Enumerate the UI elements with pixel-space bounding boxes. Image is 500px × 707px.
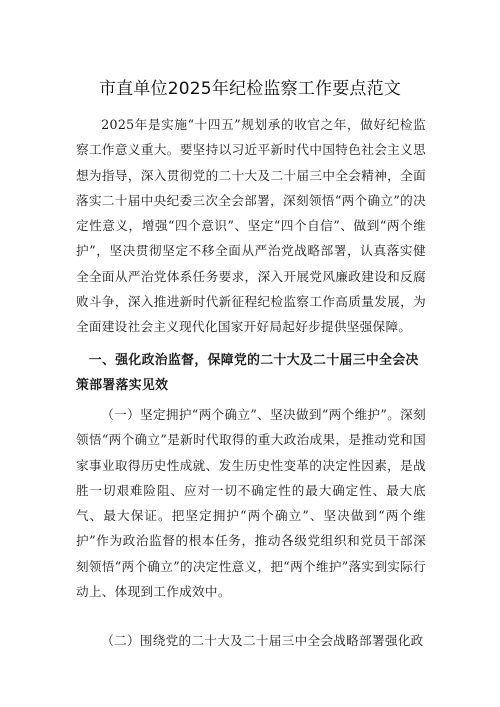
section-heading: 一、强化政治监督，保障党的二十大及二十届三中全会决策部署落实见效 (76, 353, 419, 394)
intro-paragraph: 2025年是实施“十四五”规划承的收官之年，做好纪检监察工作意义重大。要坚持以习近平新时代中国特色社会主义思想为指导，深入贯彻党的二十大及二十届三中全会精神，全面落实二十届中央纪委三次全会部署，深刻领悟“两个确立”的决定性意义，增强“四个意识”、坚定“四个自信”、做到“两个维护”，坚决贯彻坚定不移全面从严治党战略部署，认真落实健全全面从严治党体系任务要求，深入开展党风廉政建设和反腐败斗争，深入推进新时代新征程纪检监察工作高质量发展，为全面建设社会主义现代化国家开好局起好步提供坚强保障。 (76, 117, 426, 335)
document-title: 市直单位2025年纪检监察工作要点范文 (98, 79, 402, 99)
subsection-paragraph-2: （二）围绕党的二十大及二十届三中全会战略部署强化政 (101, 633, 424, 648)
subsection-paragraph: （一）坚定拥护“两个确立”、坚决做到“两个维护”。深刻领悟“两个确立”是新时代取得的重大政治成果，是推动党和国家事业取得历史性成就、发生历史性变革的决定性因素，是战胜一切艰难险阻、应对一切不确定性的最大确定性、最大底气、最大保证。把坚定拥护“两个确立”、坚决做到“两个维护”作为政治监督的根本任务，推动各级党组织和党员干部深刻领悟“两个确立”的决定性意义，把“两个维护”落实到实际行动上、体现到工作成效中。 (76, 407, 426, 600)
